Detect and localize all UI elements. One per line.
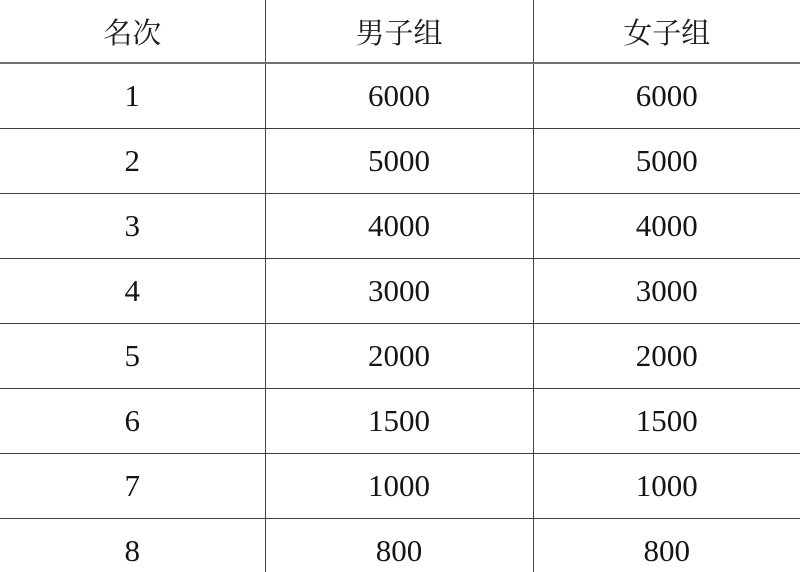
table-cell: 1 [0,63,265,129]
table-cell: 3000 [265,259,533,324]
table-cell: 4 [0,259,265,324]
header-cell: 男子组 [265,0,533,63]
table-row [0,519,800,572]
table-cell: 2000 [533,324,800,389]
table-cell: 1000 [533,454,800,519]
table-cell: 3000 [533,259,800,324]
table-cell: 8 [0,519,265,572]
header-cell: 名次 [0,0,265,63]
table-header-row [0,0,800,63]
table-header [0,0,800,63]
table-row [0,389,800,454]
table-cell: 1500 [265,389,533,454]
table-body [0,63,800,572]
table-cell: 6 [0,389,265,454]
table-cell: 2000 [265,324,533,389]
table-cell: 4000 [533,194,800,259]
table-row [0,454,800,519]
table-row [0,259,800,324]
table-cell: 1500 [533,389,800,454]
table-cell: 7 [0,454,265,519]
table-cell: 1000 [265,454,533,519]
table-cell: 5000 [533,129,800,194]
table-row [0,324,800,389]
table-cell: 6000 [265,63,533,129]
table-cell: 2 [0,129,265,194]
header-cell: 女子组 [533,0,800,63]
table-cell: 6000 [533,63,800,129]
table-cell: 800 [533,519,800,572]
table-cell: 4000 [265,194,533,259]
table-cell: 5 [0,324,265,389]
table-cell: 3 [0,194,265,259]
table-row [0,194,800,259]
table-cell: 800 [265,519,533,572]
table-cell: 5000 [265,129,533,194]
table-row [0,129,800,194]
table-row [0,63,800,129]
